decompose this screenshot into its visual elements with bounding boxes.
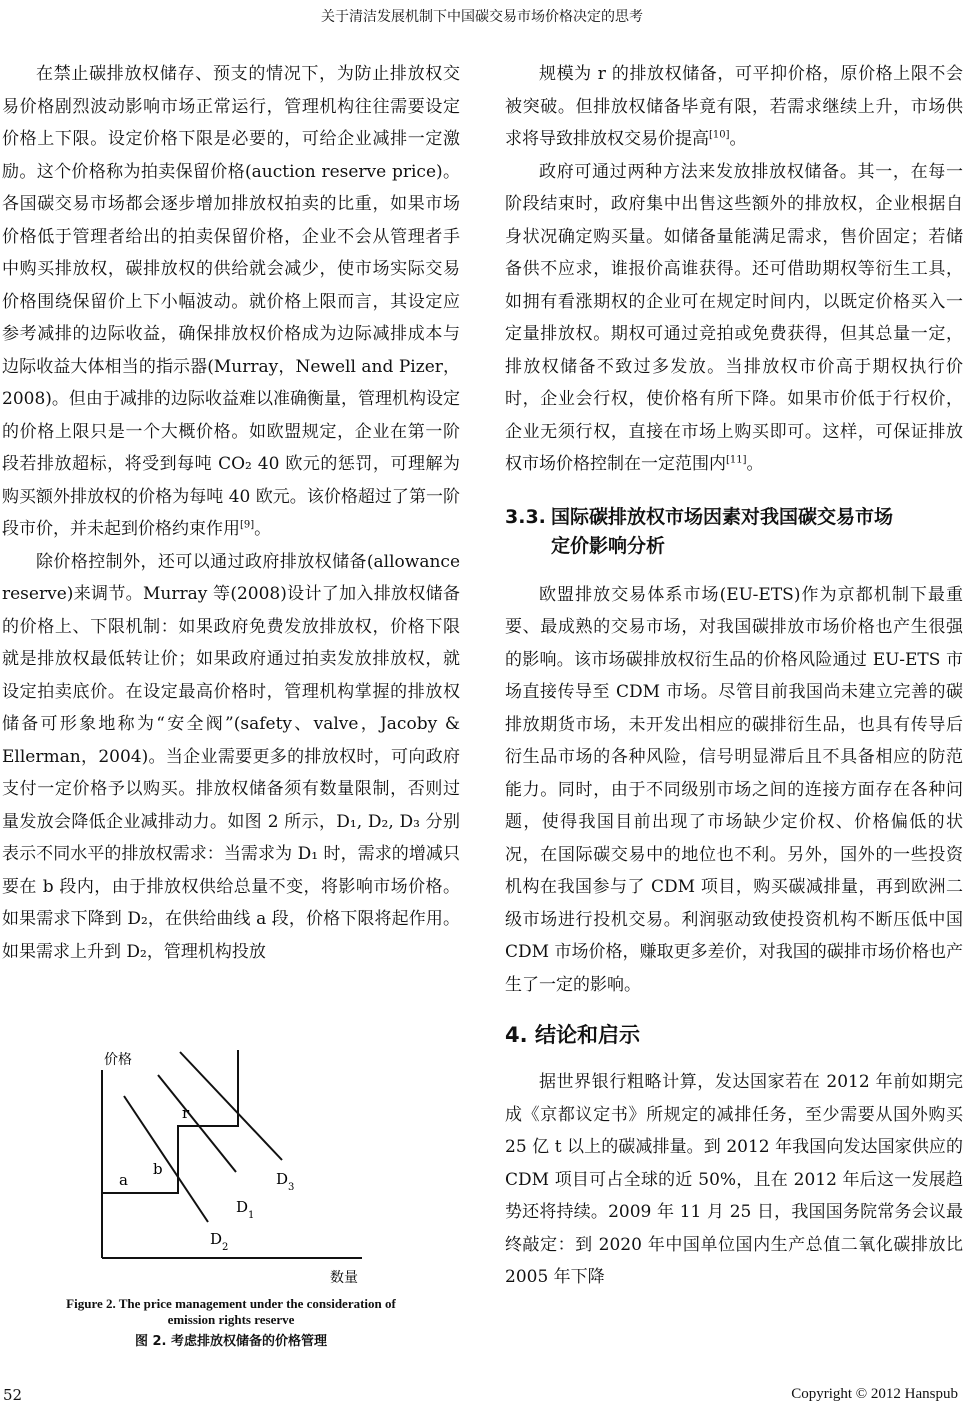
demand-curve-d2 [124, 1096, 208, 1222]
curve-label-d3: $D_3$ [276, 1170, 295, 1193]
paragraph: 政府可通过两种方法来发放排放权储备。其一，在每一阶段结束时，政府集中出售这些额外的排放权，企业根据自身状况确定购买量。如储备量能满足需求，售价固定；若储备供不应求，谁报价高谁获得。还可借助期权等衍生工具，如拥有看涨期权的企业可在规定时间内，以既定价格买入一定量排放权。期权可通过竞拍或免费获得，但其总量一定，排放权储备不致过多发放。当排放权市价高于期权执行价时，企业会行权，使价格有所下降。如果市价低于行权价，企业无须行权，直接在市场上购买即可。这样，可保证排放权市场价格控制在一定范围内[11]。 [505, 161, 963, 474]
paragraph: 欧盟排放交易体系市场(EU-ETS)作为京都机制下最重要、最成熟的交易市场，对我国碳排放市场价格也产生很强的影响。该市场碳排放权衍生品的价格风险通过 EU-ETS 市场直接传导至 CDM 市场。尽管目前我国尚未建立完善的碳排放期货市场，未开发出相应的碳排衍生品，也具有传导后衍生品市场的各种风险，信号明显滞后且不具备相应的防范能力。同时，由于不同级别市场之间的连接方面存在各种问题，使得我国目前出现了市场缺少定价权、价格偏低的状况，在国际碳交易中的地位也不利。另外，国外的一些投资机构在我国参与了 CDM 项目，购买碳减排量，再到欧洲二级市场进行投机交易。利润驱动致使投资机构不断压低中国 CDM 市场价格，赚取更多差价，对我国的碳排市场价格也产生了一定的影响。 [505, 584, 963, 995]
page-number: 52 [3, 1386, 23, 1404]
price-management-figure [90, 1050, 370, 1290]
curve-label-d2: $D_2$ [210, 1230, 229, 1253]
segment-label-a: a [119, 1171, 128, 1189]
citation[interactable]: [9] [240, 519, 255, 531]
demand-curve-d1 [158, 1075, 236, 1172]
figure-caption-en: Figure 2. The price management under the consideration of emission rights reserve [66, 1296, 396, 1327]
paragraph: 规模为 r 的排放权储备，可平抑价格，原价格上限不会被突破。但排放权储备毕竟有限，若需求继续上升，市场供求将导致排放权交易价提高[10]。 [505, 64, 963, 149]
segment-label-b: b [153, 1160, 163, 1178]
copyright: Copyright © 2012 Hanspub [791, 1386, 958, 1402]
paragraph: 据世界银行粗略计算，发达国家若在 2012 年前如期完成《京都议定书》所规定的减排任务，至少需要从国外购买 25 亿 t 以上的碳减排量。到 2012 年我国向发达国家供应的 CDM 项目可占全球的近 50%，且在 2012 年后这一发展趋势还将持续。2009 年 11 月 25 日，我国国务院常务会议最终敲定：到 2020 年中国单位国内生产总值二氧化碳排放比 2005 年下降 [505, 1072, 963, 1287]
citation[interactable]: [11] [726, 454, 747, 466]
segment-label-r: r [182, 1104, 190, 1122]
right-column [505, 58, 963, 1294]
running-head: 关于清洁发展机制下中国碳交易市场价格决定的思考 [321, 9, 643, 25]
section-heading-4: 4. 结论和启示 [505, 1023, 640, 1047]
paragraph: 除价格控制外，还可以通过政府排放权储备(allowance reserve)来调节。Murray 等(2008)设计了加入排放权储备的价格上、下限机制：如果政府免费发放排放权，价格下限就是排放权最低转让价；如果政府通过拍卖发放排放权，就设定拍卖底价。在设定最高价格时，管理机构掌握的排放权储备可形象地称为“安全阀”(safety、valve，Jacoby & Ellerman，2004)。当企业需要更多的排放权时，可向政府支付一定价格予以购买。排放权储备须有数量限制，否则过量发放会降低企业减排动力。如图 2 所示，D₁, D₂, D₃ 分别表示不同水平的排放权需求：当需求为 D₁ 时，需求的增减只要在 b 段内，由于排放权供给总量不变，将影响市场价格。如果需求下降到 D₂，在供给曲线 a 段，价格下限将起作用。如果需求上升到 D₂，管理机构投放 [2, 551, 460, 962]
y-axis-label: 价格 [104, 1052, 132, 1068]
citation[interactable]: [10] [709, 129, 730, 141]
x-axis-label: 数量 [330, 1270, 358, 1286]
left-column [2, 58, 460, 968]
curve-label-d1: $D_1$ [236, 1198, 255, 1221]
figure-caption-zh: 图 2. 考虑排放权储备的价格管理 [134, 1334, 328, 1349]
paragraph: 在禁止碳排放权储存、预支的情况下，为防止排放权交易价格剧烈波动影响市场正常运行，管理机构往往需要设定价格上下限。设定价格下限是必要的，可给企业减排一定激励。这个价格称为拍卖保留价格(auction reserve price)。各国碳交易市场都会逐步增加排放权拍卖的比重，如果市场价格低于管理者给出的拍卖保留价格，企业不会从管理者手中购买排放权，碳排放权的供给就会减少，使市场实际交易价格围绕保留价上下小幅波动。就价格上限而言，其设定应参考减排的边际收益，确保排放权价格成为边际减排成本与边际收益大体相当的指示器(Murray，Newell and Pizer，2008)。但由于减排的边际收益难以准确衡量，管理机构设定的价格上限只是一个大概价格。如欧盟规定，企业在第一阶段若排放超标，将受到每吨 CO₂ 40 欧元的惩罚，可理解为购买额外排放权的价格为每吨 40 欧元。该价格超过了第一阶段市价，并未起到价格约束作用[9]。 [2, 64, 460, 539]
section-heading-3-3: 3.3. 国际碳排放权市场因素对我国碳交易市场 定价影响分析 [505, 505, 894, 557]
demand-curve-d3 [180, 1052, 282, 1160]
